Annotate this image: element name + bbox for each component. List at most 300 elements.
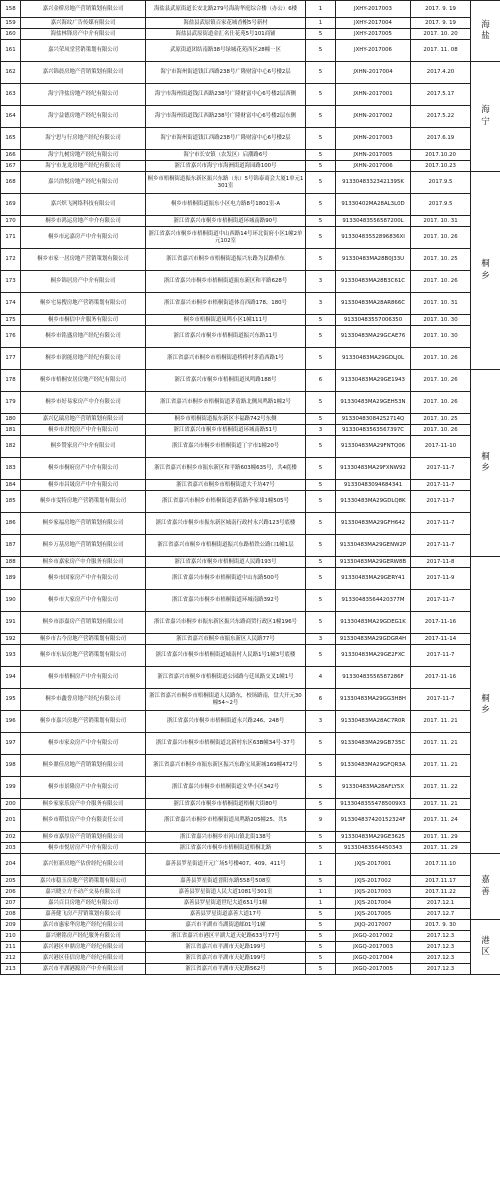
company-name: 嘉兴市稳玉房地产营销策划有限公司 — [21, 876, 146, 887]
company-name: 桐乡市东辰房地产营销策划有限公司 — [21, 645, 146, 667]
registration-code: 91330483MA29GE2FXC — [336, 645, 411, 667]
registration-code: 91330402MA28AL3L0D — [336, 194, 411, 216]
address: 浙江省嘉兴市桐乡市河山镇北街138号 — [146, 832, 306, 843]
record-date: 2017. 11. 08 — [411, 40, 471, 62]
row-number: 176 — [1, 326, 21, 348]
table-row — [1, 293, 500, 315]
staff-count: 5 — [306, 392, 336, 414]
company-name: 桐乡市稻信房产中介有限责任公司 — [21, 810, 146, 832]
registration-code: 91330483552896836XI — [336, 227, 411, 249]
company-name: 桐乡市雯特房地产营销策划有限公司 — [21, 491, 146, 513]
row-number: 162 — [1, 62, 21, 84]
row-number: 180 — [1, 414, 21, 425]
table-row — [1, 513, 500, 535]
record-date: 2017-11-7 — [411, 535, 471, 557]
table-row — [1, 62, 500, 84]
row-number: 159 — [1, 18, 21, 29]
row-number: 194 — [1, 667, 21, 689]
address: 浙江省嘉兴市桐乡市梧桐街道大千坊47号 — [146, 480, 306, 491]
region-label-char: 乡 — [481, 463, 490, 473]
registration-code: 91330483MA29GENW2P — [336, 535, 411, 557]
address: 浙江省嘉兴市桐乡市振东新区振兴东路商贸行政区1幢196号 — [146, 612, 306, 634]
record-date: 2017-11-16 — [411, 667, 471, 689]
address: 浙江省嘉兴市桐乡市梧桐街道中山西路14号环北街府小区1幢2单元102室 — [146, 227, 306, 249]
row-number: 177 — [1, 348, 21, 370]
registration-code: JXHN-2017003 — [336, 128, 411, 150]
table-row — [1, 315, 500, 326]
registration-code: 91330483554785009X3 — [336, 799, 411, 810]
company-name: 桐乡家家乐房产中介服务有限公司 — [21, 799, 146, 810]
staff-count: 5 — [306, 876, 336, 887]
company-name: 嘉兴荣凤堂营销策划有限公司 — [21, 40, 146, 62]
staff-count: 3 — [306, 711, 336, 733]
record-date: 2017.11.17 — [411, 876, 471, 887]
company-name: 嘉兴聚铭房产经纪服务有限公司 — [21, 931, 146, 942]
company-name: 桐乡鼎佳房地产营销策划有限公司 — [21, 755, 146, 777]
company-name: 桐乡市添嘉房产营销策划有限公司 — [21, 612, 146, 634]
staff-count: 5 — [306, 964, 336, 975]
company-name: 嘉兴锦晨房地产营销策划有限公司 — [21, 62, 146, 84]
staff-count: 5 — [306, 172, 336, 194]
table-row — [1, 568, 500, 590]
staff-count: 5 — [306, 535, 336, 557]
table-row — [1, 326, 500, 348]
company-name: 桐乡市家众房产中介有限公司 — [21, 733, 146, 755]
company-name: 桐乡市国家房产中介有限公司 — [21, 568, 146, 590]
row-number: 203 — [1, 843, 21, 854]
address: 浙江省嘉兴市桐乡市梧桐街道梧桐北路 — [146, 843, 306, 854]
row-number: 201 — [1, 810, 21, 832]
row-number: 169 — [1, 194, 21, 216]
staff-count: 5 — [306, 799, 336, 810]
record-date: 2017. 11. 21 — [411, 755, 471, 777]
address: 浙江省嘉兴市桐乡市振东新区和平路603幢635号，共4底楼 — [146, 458, 306, 480]
address: 浙江省嘉兴市桐乡市梧桐街道凤鸣路205幢25、共5 — [146, 810, 306, 832]
address: 浙江省嘉兴市桐乡市梧桐街道茅盾路北侧凤鸣路1幢2号 — [146, 392, 306, 414]
registration-code: 91330483MA29GDEG1K — [336, 612, 411, 634]
address: 嘉兴市平湖市当湖街道邮01号1幢 — [146, 920, 306, 931]
record-date: 2017. 9. 19 — [411, 18, 471, 29]
row-number: 158 — [1, 1, 21, 18]
address: 海宁市海州街道钱江西路238号广隆财富中心6号楼2层东侧 — [146, 106, 306, 128]
address: 浙江省嘉兴市桐乡市梧桐街道永兴路246、248号 — [146, 711, 306, 733]
staff-count: 5 — [306, 161, 336, 172]
registration-code: JXGQ-2017005 — [336, 964, 411, 975]
region-label-char: 海 — [481, 19, 490, 30]
region-label-char: 桐 — [481, 451, 490, 462]
staff-count: 5 — [306, 84, 336, 106]
registration-code: 91330483556587286F — [336, 667, 411, 689]
staff-count: 5 — [306, 480, 336, 491]
row-number: 191 — [1, 612, 21, 634]
staff-count: 3 — [306, 271, 336, 293]
staff-count: 5 — [306, 40, 336, 62]
registration-code: JXHY-2017005 — [336, 29, 411, 40]
row-number: 165 — [1, 128, 21, 150]
table-row — [1, 150, 500, 161]
table-row — [1, 106, 500, 128]
record-date: 2017. 10. 30 — [411, 315, 471, 326]
address: 浙江省嘉兴市桐乡市梧桐街道北新村东区63B幢34号-37号 — [146, 733, 306, 755]
table-row — [1, 216, 500, 227]
table-row — [1, 161, 500, 172]
registration-code: JXHN-2017004 — [336, 62, 411, 84]
company-name: 嘉兴恒新房地产估价经纪有限公司 — [21, 854, 146, 876]
registration-code: 91330483MA29GE1943 — [336, 370, 411, 392]
table-row — [1, 590, 500, 612]
record-date: 2017-11-7 — [411, 590, 471, 612]
table-row — [1, 370, 500, 392]
address: 浙江省嘉兴市桐乡市梧桐街道环城南路51号 — [146, 425, 306, 436]
table-row — [1, 942, 500, 953]
staff-count: 5 — [306, 590, 336, 612]
table-row — [1, 227, 500, 249]
company-name: 海盐林锋房产中介有限公司 — [21, 29, 146, 40]
registration-code: 91330483MA29GFH642 — [336, 513, 411, 535]
registration-code: JXGQ-2017003 — [336, 942, 411, 953]
table-row — [1, 458, 500, 480]
company-name: 桐乡市古今房地产营销策划有限公司 — [21, 634, 146, 645]
registration-code: 91330483MA28AFLY5X — [336, 777, 411, 799]
company-name: 桐乡赞家房产中介有限公司 — [21, 436, 146, 458]
address: 浙江省嘉兴市桐乡市振东新区城南行政村永兴路123号底楼 — [146, 513, 306, 535]
record-date: 2017. 10. 25 — [411, 414, 471, 425]
row-number: 211 — [1, 942, 21, 953]
row-number: 200 — [1, 799, 21, 810]
staff-count: 1 — [306, 887, 336, 898]
table-row — [1, 887, 500, 898]
row-number: 182 — [1, 436, 21, 458]
staff-count: 4 — [306, 667, 336, 689]
registration-code: 91330483MA29GG3H8H — [336, 689, 411, 711]
address: 海盐县武原镇百家花城香榭5号新村 — [146, 18, 306, 29]
table-row — [1, 535, 500, 557]
address: 浙江省嘉兴市桐乡市梧桐街道环城南路90号 — [146, 216, 306, 227]
staff-count: 5 — [306, 249, 336, 271]
registration-code: 91330483MA29GCAE76 — [336, 326, 411, 348]
address: 浙江省嘉兴市桐乡市梧桐街道茅盾路李家埭1幢505号 — [146, 491, 306, 513]
row-number: 183 — [1, 458, 21, 480]
company-name: 海宁市龙龙房地产经纪有限公司 — [21, 161, 146, 172]
row-number: 185 — [1, 491, 21, 513]
table-row — [1, 645, 500, 667]
staff-count: 5 — [306, 348, 336, 370]
staff-count: 5 — [306, 843, 336, 854]
company-name: 桐乡市润能房地产经纪有限公司 — [21, 348, 146, 370]
table-row — [1, 40, 500, 62]
record-date: 2017-11-7 — [411, 480, 471, 491]
table-row — [1, 953, 500, 964]
region-label-char: 盐 — [481, 31, 490, 41]
company-name: 海宁九树房地产经纪有限公司 — [21, 150, 146, 161]
staff-count: 3 — [306, 425, 336, 436]
company-name: 桐乡家福房地产营销策划有限公司 — [21, 513, 146, 535]
row-number: 212 — [1, 953, 21, 964]
staff-count: 1 — [306, 854, 336, 876]
address: 桐乡市梧桐街道振东小区电力路8号1801室-A — [146, 194, 306, 216]
registration-code: 913304837420152324F — [336, 810, 411, 832]
registration-code: 91330483557006350 — [336, 315, 411, 326]
table-row — [1, 271, 500, 293]
table-row — [1, 84, 500, 106]
table-row — [1, 348, 500, 370]
record-date: 2017. 10. 20 — [411, 29, 471, 40]
row-number: 190 — [1, 590, 21, 612]
address: 嘉善县罗星街道世纪大道651号1幢 — [146, 898, 306, 909]
table-row — [1, 172, 500, 194]
table-row — [1, 491, 500, 513]
record-date: 2017. 10. 30 — [411, 326, 471, 348]
region-label-char: 嘉 — [481, 875, 490, 886]
company-name: 桐乡市君悦房产中介有限公司 — [21, 425, 146, 436]
staff-count: 5 — [306, 755, 336, 777]
staff-count: 9 — [306, 810, 336, 832]
registration-code: JXJS-2017001 — [336, 854, 411, 876]
table-row — [1, 755, 500, 777]
record-date: 2017. 10. 26 — [411, 348, 471, 370]
row-number: 175 — [1, 315, 21, 326]
staff-count: 5 — [306, 953, 336, 964]
row-number: 184 — [1, 480, 21, 491]
company-name: 桐乡市家一居房地产营销策划有限公司 — [21, 249, 146, 271]
company-name: 桐乡市梧桐房产中介有限公司 — [21, 667, 146, 689]
company-name: 桐乡市铭盛房地产经纪有限公司 — [21, 326, 146, 348]
table-row — [1, 832, 500, 843]
staff-count: 5 — [306, 326, 336, 348]
table-row — [1, 18, 500, 29]
address: 浙江省嘉兴市平湖市天妃路562号 — [146, 964, 306, 975]
address: 嘉善县罗星街道嘉善大道17号 — [146, 909, 306, 920]
registration-code: JXJQ-2017007 — [336, 920, 411, 931]
address: 嘉善县罗星街道开元广场5号楼407、409、411号 — [146, 854, 306, 876]
record-date: 2017.5.22 — [411, 106, 471, 128]
row-number: 197 — [1, 733, 21, 755]
record-date: 2017.10.20 — [411, 150, 471, 161]
staff-count: 5 — [306, 568, 336, 590]
row-number: 164 — [1, 106, 21, 128]
table-row — [1, 920, 500, 931]
table-row — [1, 810, 500, 832]
staff-count: 5 — [306, 645, 336, 667]
record-date: 2017-11-16 — [411, 612, 471, 634]
registration-code: JXGQ-2017002 — [336, 931, 411, 942]
row-number: 204 — [1, 854, 21, 876]
row-number: 209 — [1, 920, 21, 931]
record-date: 2017. 9. 30 — [411, 920, 471, 931]
region-label — [471, 920, 500, 975]
staff-count: 5 — [306, 513, 336, 535]
region-label-char: 宁 — [481, 116, 490, 127]
company-name: 嘉兴市平湖港源房产中介有限公司 — [21, 964, 146, 975]
address: 浙江省嘉兴市桐乡市振东新区振兴东路宝凤新城169幢472号 — [146, 755, 306, 777]
table-row — [1, 964, 500, 975]
address: 浙江省嘉兴市桐乡市梧桐街道振兴东路为民路桥东 — [146, 249, 306, 271]
company-name: 桐乡市好易家房产中介有限公司 — [21, 392, 146, 414]
staff-count: 5 — [306, 557, 336, 568]
address: 嘉善县罗星街道晋阳东路558号508室 — [146, 876, 306, 887]
company-name: 桐乡市远嘉房产中介有限公司 — [21, 227, 146, 249]
company-name: 海宁思与行房地产经纪有限公司 — [21, 128, 146, 150]
staff-count: 6 — [306, 370, 336, 392]
address: 桐乡市梧桐街道振东新区丰福路742号东侧 — [146, 414, 306, 425]
record-date: 2017.5.17 — [411, 84, 471, 106]
row-number: 161 — [1, 40, 21, 62]
table-row — [1, 612, 500, 634]
registration-code: 91330483556587200L — [336, 216, 411, 227]
record-date: 2017.12.7 — [411, 909, 471, 920]
region-label — [471, 62, 500, 172]
company-name: 桐乡市嘉家房产中介服务有限公司 — [21, 557, 146, 568]
address: 浙江省嘉兴市桐乡市梧桐街道凤鸣路188号 — [146, 370, 306, 392]
address: 浙江省嘉兴市桐乡市梧桐街道振兴东路11号 — [146, 326, 306, 348]
registration-code: 91330483MA29GFQR3A — [336, 755, 411, 777]
registration-code: 91330483MA28AC7R0R — [336, 711, 411, 733]
table-row — [1, 843, 500, 854]
registration-code: 91330483563567397C — [336, 425, 411, 436]
address: 浙江省嘉兴市桐乡市梧桐街道环城南路392号 — [146, 590, 306, 612]
row-number: 174 — [1, 293, 21, 315]
address: 浙江省嘉兴市港区平湖大道天妃路633号77号 — [146, 931, 306, 942]
address: 浙江省嘉兴市桐乡市梧桐街道桥桥村茅盾西路1号 — [146, 348, 306, 370]
company-name: 桐乡万基房地产营销策划有限公司 — [21, 535, 146, 557]
company-name: 嘉兴金桥房地产营销策划有限公司 — [21, 1, 146, 18]
record-date: 2017.12.3 — [411, 964, 471, 975]
record-date: 2017-11-7 — [411, 645, 471, 667]
region-label — [471, 172, 500, 370]
record-date: 2017-11-7 — [411, 458, 471, 480]
table-row — [1, 392, 500, 414]
region-label-char: 港 — [481, 935, 490, 946]
row-number: 163 — [1, 84, 21, 106]
row-number: 210 — [1, 931, 21, 942]
record-date: 2017. 10. 26 — [411, 227, 471, 249]
staff-count: 5 — [306, 216, 336, 227]
row-number: 186 — [1, 513, 21, 535]
record-date: 2017.9.5 — [411, 172, 471, 194]
registration-code: 91330483323421395K — [336, 172, 411, 194]
registration-code: 91330483MA29GDLQ8K — [336, 491, 411, 513]
row-number: 173 — [1, 271, 21, 293]
company-name: 桐乡市悦居房产中介有限公司 — [21, 843, 146, 854]
row-number: 181 — [1, 425, 21, 436]
record-date: 2017-11-10 — [411, 436, 471, 458]
company-name: 桐乡市大家房产中介有限公司 — [21, 590, 146, 612]
table-body — [1, 1, 500, 975]
row-number: 187 — [1, 535, 21, 557]
record-date: 2017-11-7 — [411, 689, 471, 711]
staff-count: 5 — [306, 29, 336, 40]
staff-count: 5 — [306, 920, 336, 931]
row-number: 192 — [1, 634, 21, 645]
staff-count: 5 — [306, 194, 336, 216]
record-date: 2017. 11. 29 — [411, 832, 471, 843]
record-date: 2017. 10. 26 — [411, 392, 471, 414]
company-name: 海宁洋盐房地产经纪有限公司 — [21, 84, 146, 106]
staff-count: 5 — [306, 491, 336, 513]
region-label-char: 善 — [481, 886, 490, 897]
staff-count: 5 — [306, 832, 336, 843]
registration-code: JXJS-2017005 — [336, 909, 411, 920]
company-name: 桐乡市桐信中介服务有限公司 — [21, 315, 146, 326]
record-date: 2017. 9. 19 — [411, 1, 471, 18]
registration-code: 91330483MA29GERW8B — [336, 557, 411, 568]
address: 浙江省嘉兴市桐乡市梧桐街道中山东路500号 — [146, 568, 306, 590]
record-date: 2017.12.3 — [411, 953, 471, 964]
staff-count: 5 — [306, 106, 336, 128]
table-row — [1, 29, 500, 40]
registration-code: 91330483MA29GERY41 — [336, 568, 411, 590]
record-date: 2017.4.20 — [411, 62, 471, 84]
address: 浙江省嘉兴市桐乡市梧桐街道城南村人民路1号1幢3号底楼 — [146, 645, 306, 667]
address: 浙江省嘉兴市桐乡市梧桐街道公园路与廷凤路交叉1幢1号 — [146, 667, 306, 689]
registration-code: JXHY-2017003 — [336, 1, 411, 18]
registration-code: 91330483MA28AR866C — [336, 293, 411, 315]
region-label-char: 乡 — [481, 270, 490, 281]
company-name: 桐乡宅易搜房地产营销策划有限公司 — [21, 293, 146, 315]
record-date: 2017.12.3 — [411, 931, 471, 942]
record-date: 2017.12.3 — [411, 942, 471, 953]
record-date: 2017. 11. 21 — [411, 711, 471, 733]
staff-count: 5 — [306, 777, 336, 799]
row-number: 199 — [1, 777, 21, 799]
staff-count: 5 — [306, 942, 336, 953]
registration-code: JXHN-2017001 — [336, 84, 411, 106]
registration-code: JXGQ-2017004 — [336, 953, 411, 964]
company-name: 嘉兴炽飞网络科技有限公司 — [21, 194, 146, 216]
address: 浙江省嘉兴市海宁市海洲街道海园路100号 — [146, 161, 306, 172]
staff-count: 5 — [306, 150, 336, 161]
record-date: 2017.12.1 — [411, 898, 471, 909]
staff-count: 5 — [306, 931, 336, 942]
registration-code: 91330483MA28B0J33U — [336, 249, 411, 271]
address: 浙江省嘉兴市桐乡市梧桐街道丁宇市1幢20号 — [146, 436, 306, 458]
address: 海宁市海州街道钱江西路238号广隆财富中心6号楼2层 — [146, 62, 306, 84]
address: 浙江省嘉兴市桐乡市梧桐街道振东新区和平路628号 — [146, 271, 306, 293]
table-row — [1, 909, 500, 920]
region-label — [471, 854, 500, 920]
staff-count: 1 — [306, 1, 336, 18]
row-number: 202 — [1, 832, 21, 843]
staff-count: 5 — [306, 733, 336, 755]
table-row — [1, 667, 500, 689]
address: 浙江省嘉兴市桐乡市梧桐街道文华小区342号 — [146, 777, 306, 799]
staff-count: 5 — [306, 62, 336, 84]
table-row — [1, 898, 500, 909]
address: 海盐县武原街道长安北路279号海韵华庭综合楼（办公）6楼 — [146, 1, 306, 18]
registration-code: 91330483094684341 — [336, 480, 411, 491]
record-date: 2017-11-7 — [411, 491, 471, 513]
record-date: 2017-11-14 — [411, 634, 471, 645]
company-name: 桐乡锦居房产中介有限公司 — [21, 271, 146, 293]
company-name: 桐乡市桐府房产中介有限公司 — [21, 458, 146, 480]
staff-count: 5 — [306, 458, 336, 480]
registration-code: 91330483MA29FNTQ06 — [336, 436, 411, 458]
registration-code: 91330483MA29GE3625 — [336, 832, 411, 843]
row-number: 213 — [1, 964, 21, 975]
table-row — [1, 689, 500, 711]
staff-count: 6 — [306, 689, 336, 711]
record-date: 2017.11.22 — [411, 887, 471, 898]
registration-code: JXHN-2017002 — [336, 106, 411, 128]
staff-count: 3 — [306, 634, 336, 645]
company-name: 嘉兴市惠家华房地产经纪有限公司 — [21, 920, 146, 931]
record-date: 2017. 10. 26 — [411, 370, 471, 392]
staff-count: 5 — [306, 227, 336, 249]
registration-code: JXJS-2017003 — [336, 887, 411, 898]
row-number: 168 — [1, 172, 21, 194]
table-row — [1, 557, 500, 568]
company-name: 桐乡市梧桐安居房地产经纪有限公司 — [21, 370, 146, 392]
